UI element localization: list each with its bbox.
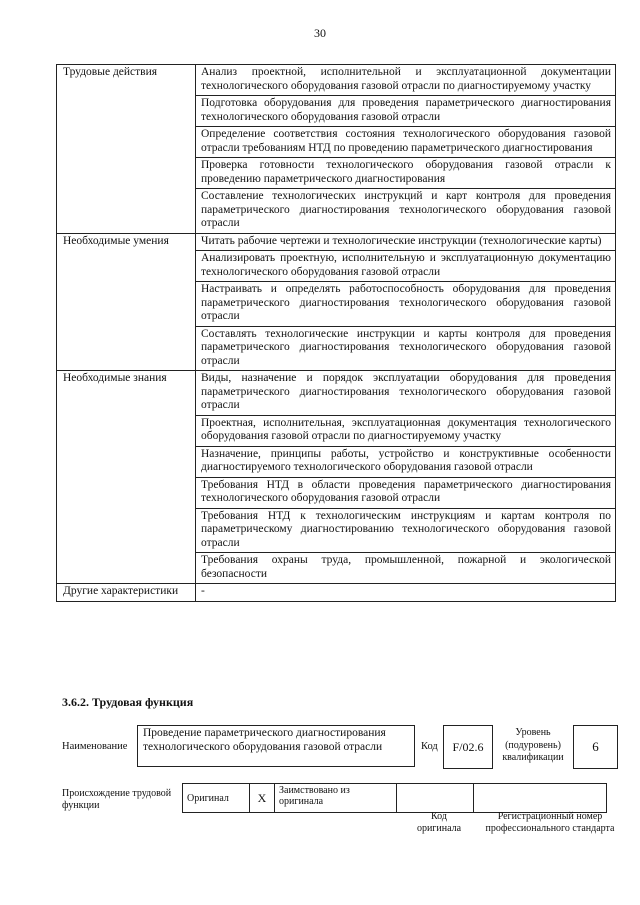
level-label: Уровень (подуровень) квалификации xyxy=(502,727,564,763)
table-row xyxy=(57,65,616,96)
requirement-item: Проектная, исполнительная, эксплуатационная документация технологического оборудования газовой отрасли по диагностируемому участку xyxy=(196,415,616,446)
requirement-item: Подготовка оборудования для проведения параметрического диагностирования технологического оборудования газовой отрасли xyxy=(196,96,616,127)
original-mark: X xyxy=(250,784,275,813)
original-label: Оригинал xyxy=(187,792,229,804)
requirements-table xyxy=(56,64,616,602)
requirement-item: Анализировать проектную, исполнительную и эксплуатационную документацию технологического оборудования газовой отрасли xyxy=(196,251,616,282)
table-row xyxy=(57,371,616,416)
category-cell: Трудовые действия xyxy=(57,65,196,234)
function-level-box: 6 xyxy=(573,725,618,769)
function-code-box: F/02.6 xyxy=(443,725,493,769)
function-name-box: Проведение параметрического диагностирования технологического оборудования газовой отрасли xyxy=(137,725,415,767)
borrowed-label: Заимствовано из оригинала xyxy=(275,784,397,813)
requirement-item: Назначение, принципы работы, устройство и конструктивные особенности диагностируемого технологического оборудования газовой отрасли xyxy=(196,446,616,477)
reg-number-cell xyxy=(474,784,607,813)
requirement-item: Составление технологических инструкций и карт контроля для проведения параметрического диагностирования технологического оборудования газовой отрасли xyxy=(196,189,616,234)
requirement-item: Составлять технологические инструкции и карты контроля для проведения параметрического диагностирования технологического оборудования газовой отрасли xyxy=(196,326,616,371)
table-row xyxy=(57,233,616,251)
code-original-cell xyxy=(397,784,474,813)
category-cell: Другие характеристики xyxy=(57,584,196,602)
requirement-item: Определение соответствия состояния технологического оборудования газовой отрасли требованиям НТД по проведению параметрического диагностирования xyxy=(196,127,616,158)
requirement-item: Настраивать и определять работоспособность оборудования для проведения параметрического диагностирования технологического оборудования газовой отрасли xyxy=(196,282,616,327)
name-label: Наименование xyxy=(62,741,128,752)
origin-table xyxy=(182,783,607,813)
requirement-item: Требования НТД в области проведения параметрического диагностирования технологического оборудования газовой отрасли xyxy=(196,477,616,508)
origin-label: Происхождение трудовой функции xyxy=(62,788,172,811)
original-cell xyxy=(183,784,250,813)
category-cell: Необходимые умения xyxy=(57,233,196,371)
page-number: 30 xyxy=(314,26,326,40)
requirement-item: Читать рабочие чертежи и технологические инструкции (технологические карты) xyxy=(196,233,616,251)
requirement-item: - xyxy=(196,584,616,602)
table-row xyxy=(57,584,616,602)
requirement-item: Анализ проектной, исполнительной и эксплуатационной документации технологического оборудования газовой отрасли по диагностируемому участку xyxy=(196,65,616,96)
code-original-label: Код оригинала xyxy=(416,811,462,834)
requirement-item: Требования НТД к технологическим инструкциям и картам контроля по параметрическому диагностированию технологического оборудования газовой отрасли xyxy=(196,508,616,553)
requirement-item: Требования охраны труда, промышленной, пожарной и экологической безопасности xyxy=(196,553,616,584)
code-label: Код xyxy=(421,741,438,752)
requirement-item: Виды, назначение и порядок эксплуатации оборудования для проведения параметрического диагностирования технологического оборудования газовой отрасли xyxy=(196,371,616,416)
category-cell: Необходимые знания xyxy=(57,371,196,584)
requirement-item: Проверка готовности технологического оборудования газовой отрасли к проведению параметрического диагностирования xyxy=(196,158,616,189)
reg-number-label: Регистрационный номер профессионального стандарта xyxy=(485,811,615,834)
section-title: 3.6.2. Трудовая функция xyxy=(62,695,194,709)
